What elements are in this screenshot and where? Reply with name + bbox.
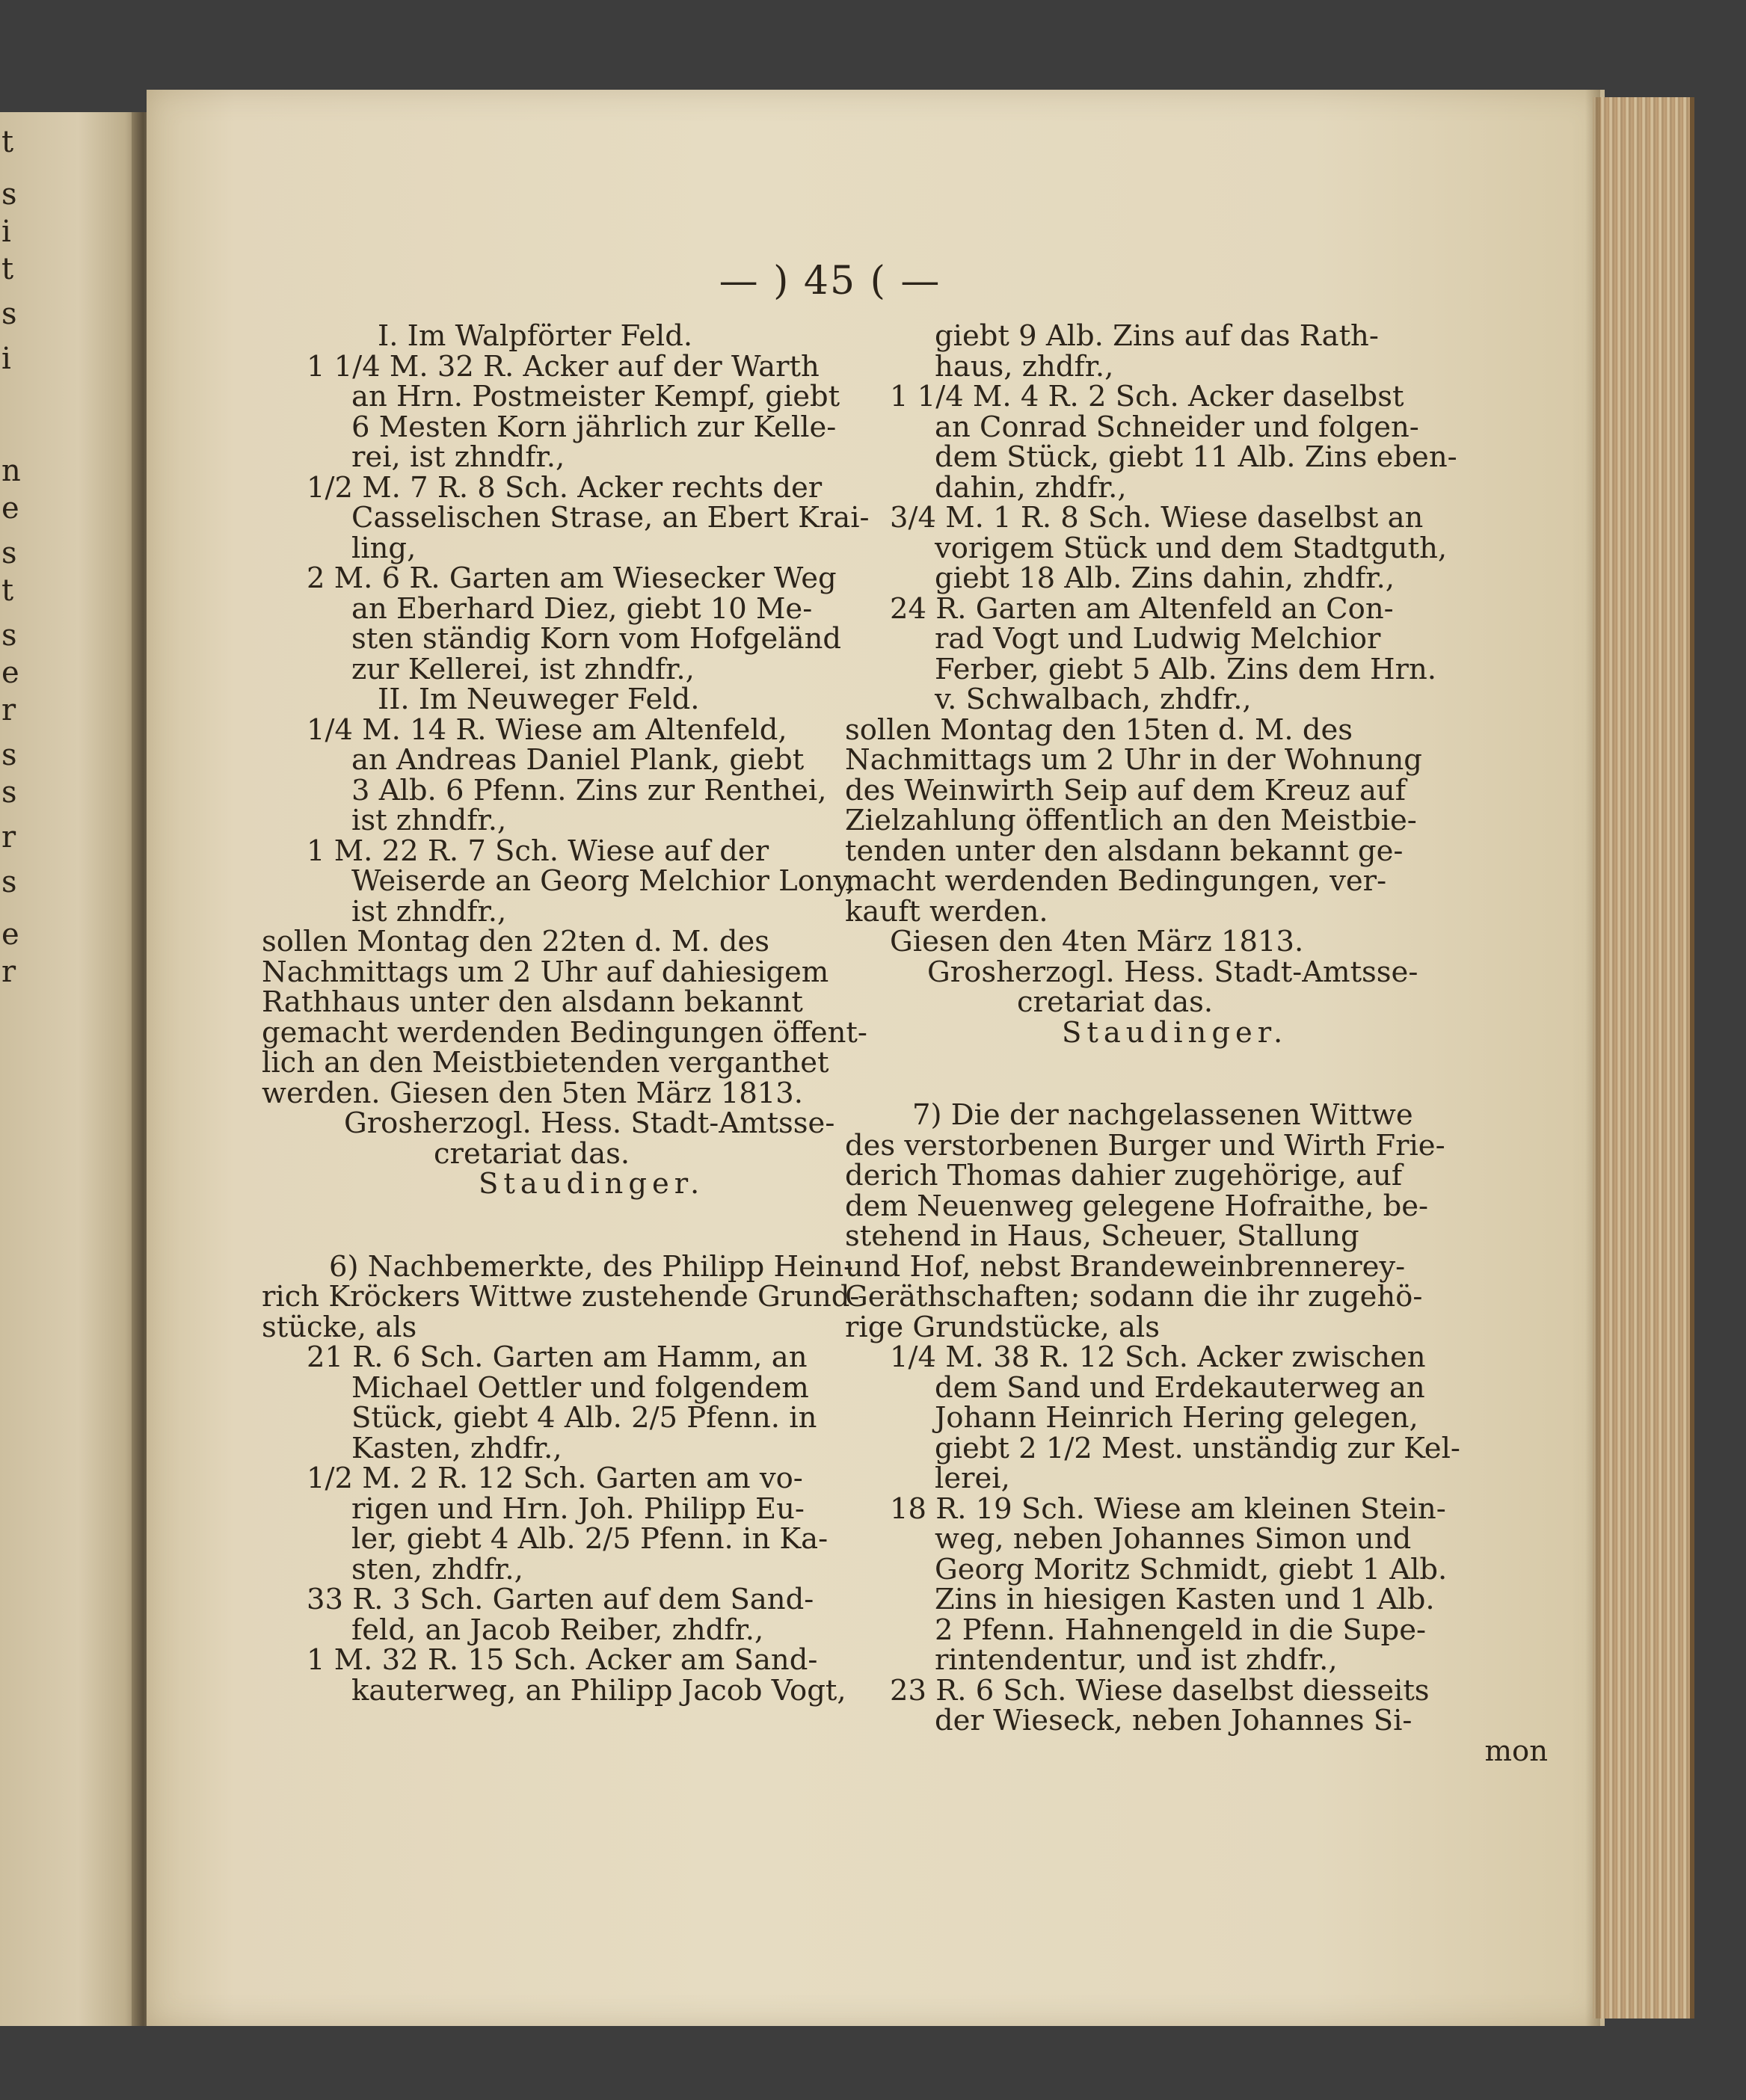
- text-line: v. Schwalbach, zhdfr.,: [935, 683, 1252, 716]
- margin-fragment: s: [1, 177, 17, 212]
- text-line: Michael Oettler und folgendem: [351, 1370, 809, 1405]
- left-text-column: [262, 319, 870, 1708]
- text-line: tenden unter den alsdann bekannt ge-: [845, 834, 1404, 868]
- text-line: sten, zhdfr.,: [351, 1552, 523, 1586]
- left-page-edge: [0, 112, 142, 2026]
- text-line: des verstorbenen Burger und Wirth Frie-: [845, 1128, 1445, 1163]
- text-line: Zielzahlung öffentlich an den Meistbie-: [845, 804, 1417, 837]
- text-line: vorigem Stück und dem Stadtguth,: [935, 531, 1448, 565]
- text-line: 2 Pfenn. Hahnengeld in die Supe-: [935, 1613, 1427, 1647]
- text-line: ler, giebt 4 Alb. 2/5 Pfenn. in Ka-: [351, 1522, 829, 1556]
- text-line: dem Sand und Erdekauterweg an: [935, 1370, 1425, 1405]
- text-line: an Hrn. Postmeister Kempf, giebt: [351, 380, 840, 413]
- text-line: macht werdenden Bedingungen, ver-: [845, 864, 1387, 898]
- margin-fragment: s: [1, 297, 17, 331]
- page-number: — ) 45 ( —: [719, 259, 941, 304]
- text-line: rei, ist zhndfr.,: [351, 440, 565, 474]
- text-line: Grosherzogl. Hess. Stadt-Amtsse-: [927, 955, 1418, 989]
- text-line: giebt 18 Alb. Zins dahin, zhdfr.,: [935, 561, 1395, 595]
- text-line: Grosherzogl. Hess. Stadt-Amtsse-: [344, 1106, 835, 1140]
- text-line: Stück, giebt 4 Alb. 2/5 Pfenn. in: [351, 1401, 817, 1435]
- text-line: derich Thomas dahier zugehörige, auf: [845, 1159, 1403, 1192]
- text-line: 23 R. 6 Sch. Wiese daselbst diesseits: [890, 1673, 1430, 1708]
- text-line: 1/4 M. 38 R. 12 Sch. Acker zwischen: [890, 1340, 1426, 1374]
- text-line: cretariat das.: [434, 1136, 630, 1171]
- text-line: sollen Montag den 22ten d. M. des: [262, 925, 770, 958]
- text-line: an Eberhard Diez, giebt 10 Me-: [351, 591, 813, 626]
- text-line: 24 R. Garten am Altenfeld an Con-: [890, 591, 1394, 626]
- text-line: rigen und Hrn. Joh. Philipp Eu-: [351, 1491, 805, 1526]
- margin-fragment: s: [1, 775, 17, 810]
- margin-fragment: t: [1, 125, 14, 159]
- text-line: 3/4 M. 1 R. 8 Sch. Wiese daselbst an: [890, 501, 1424, 535]
- text-line: rad Vogt und Ludwig Melchior: [935, 622, 1381, 656]
- text-line: giebt 2 1/2 Mest. unständig zur Kel-: [935, 1431, 1460, 1465]
- text-line: 21 R. 6 Sch. Garten am Hamm, an: [307, 1340, 808, 1374]
- text-line: Casselischen Strase, an Ebert Krai-: [351, 501, 870, 535]
- margin-fragment: n: [1, 454, 21, 488]
- text-line: sollen Montag den 15ten d. M. des: [845, 712, 1353, 747]
- text-line: werden. Giesen den 5ten März 1813.: [262, 1076, 804, 1110]
- text-line: [262, 1200, 837, 1252]
- margin-fragment: t: [1, 573, 14, 608]
- text-line: 1 M. 32 R. 15 Sch. Acker am Sand-: [307, 1643, 818, 1677]
- text-line: haus, zhdfr.,: [935, 349, 1114, 384]
- text-line: Weiserde an Georg Melchior Lony,: [351, 864, 855, 898]
- margin-fragment: i: [1, 342, 11, 376]
- text-line: 2 M. 6 R. Garten am Wiesecker Weg: [307, 561, 837, 595]
- margin-fragment: r: [1, 955, 16, 989]
- text-line: kauft werden.: [845, 894, 1048, 929]
- text-line: Nachmittags um 2 Uhr in der Wohnung: [845, 743, 1422, 777]
- text-line: Staudinger.: [1062, 1015, 1288, 1050]
- text-line: Nachmittags um 2 Uhr auf dahiesigem: [262, 955, 829, 989]
- text-line: 18 R. 19 Sch. Wiese am kleinen Stein-: [890, 1491, 1446, 1526]
- margin-fragment: r: [1, 820, 16, 855]
- margin-fragment: i: [1, 215, 11, 249]
- text-line: Zins in hiesigen Kasten und 1 Alb.: [935, 1583, 1435, 1616]
- text-line: Giesen den 4ten März 1813.: [890, 925, 1304, 958]
- text-line: 1 M. 22 R. 7 Sch. Wiese auf der: [307, 834, 769, 868]
- text-line: lich an den Meistbietenden verganthet: [262, 1046, 829, 1080]
- text-line: ist zhndfr.,: [351, 804, 507, 837]
- margin-fragment: e: [1, 917, 19, 952]
- text-line: ist zhndfr.,: [351, 894, 507, 929]
- margin-fragment: s: [1, 618, 17, 653]
- text-line: an Conrad Schneider und folgen-: [935, 410, 1419, 444]
- text-line: rige Grundstücke, als: [845, 1310, 1160, 1344]
- margin-fragment: s: [1, 865, 17, 899]
- text-line: 1/2 M. 2 R. 12 Sch. Garten am vo-: [307, 1462, 803, 1495]
- text-line: stehend in Haus, Scheuer, Stallung: [845, 1219, 1359, 1253]
- text-line: Georg Moritz Schmidt, giebt 1 Alb.: [935, 1552, 1448, 1586]
- text-line: weg, neben Johannes Simon und: [935, 1522, 1412, 1556]
- text-line: I. Im Walpförter Feld.: [378, 319, 693, 353]
- text-line: an Andreas Daniel Plank, giebt: [351, 743, 805, 777]
- text-line: dem Neuenweg gelegene Hofraithe, be-: [845, 1189, 1429, 1223]
- text-line: Geräthschaften; sodann die ihr zugehö-: [845, 1280, 1423, 1314]
- text-line: 1/4 M. 14 R. Wiese am Altenfeld,: [307, 712, 787, 747]
- text-line: 33 R. 3 Sch. Garten auf dem Sand-: [307, 1583, 814, 1616]
- text-line: rich Kröckers Wittwe zustehende Grund-: [262, 1280, 860, 1314]
- text-line: der Wieseck, neben Johannes Si-: [935, 1704, 1413, 1737]
- text-line: des Weinwirth Seip auf dem Kreuz auf: [845, 773, 1406, 807]
- margin-fragment: s: [1, 536, 17, 570]
- text-line: 1 1/4 M. 4 R. 2 Sch. Acker daselbst: [890, 380, 1404, 413]
- text-line: [845, 1048, 1593, 1100]
- text-line: 6) Nachbemerkte, des Philipp Hein-: [329, 1249, 854, 1284]
- text-line: 1 1/4 M. 32 R. Acker auf der Warth: [307, 349, 820, 384]
- text-line: und Hof, nebst Brandeweinbrennerey-: [845, 1249, 1406, 1284]
- text-line: Ferber, giebt 5 Alb. Zins dem Hrn.: [935, 652, 1436, 686]
- margin-fragment: s: [1, 738, 17, 772]
- text-line: feld, an Jacob Reiber, zhdfr.,: [351, 1613, 764, 1647]
- text-line: Kasten, zhdfr.,: [351, 1431, 562, 1465]
- margin-fragment: e: [1, 656, 19, 690]
- margin-fragment: t: [1, 252, 14, 286]
- text-line: zur Kellerei, ist zhndfr.,: [351, 652, 695, 686]
- text-line: dem Stück, giebt 11 Alb. Zins eben-: [935, 440, 1457, 474]
- text-line: mon: [1484, 1734, 1548, 1768]
- text-line: Rathhaus unter den alsdann bekannt: [262, 985, 803, 1019]
- text-line: 3 Alb. 6 Pfenn. Zins zur Renthei,: [351, 773, 827, 807]
- margin-fragment: e: [1, 491, 19, 526]
- page-block-edges: [1593, 97, 1694, 2019]
- text-line: stücke, als: [262, 1310, 417, 1344]
- text-line: 6 Mesten Korn jährlich zur Kelle-: [351, 410, 837, 444]
- text-line: II. Im Neuweger Feld.: [378, 683, 700, 716]
- text-line: lerei,: [935, 1462, 1010, 1495]
- text-line: giebt 9 Alb. Zins auf das Rath-: [935, 319, 1379, 353]
- text-line: cretariat das.: [1017, 985, 1214, 1019]
- margin-fragment: r: [1, 693, 16, 727]
- right-text-column: [845, 321, 1593, 1767]
- text-line: dahin, zhdfr.,: [935, 470, 1127, 505]
- text-line: 7) Die der nachgelassenen Wittwe: [912, 1098, 1413, 1132]
- text-line: kauterweg, an Philipp Jacob Vogt,: [351, 1673, 846, 1708]
- text-line: sten ständig Korn vom Hofgeländ: [351, 622, 842, 656]
- text-line: rintendentur, und ist zhdfr.,: [935, 1643, 1338, 1677]
- text-line: Staudinger.: [479, 1167, 705, 1201]
- text-line: ling,: [351, 531, 416, 565]
- text-line: gemacht werdenden Bedingungen öffent-: [262, 1015, 867, 1050]
- text-line: 1/2 M. 7 R. 8 Sch. Acker rechts der: [307, 470, 823, 505]
- text-line: Johann Heinrich Hering gelegen,: [935, 1401, 1418, 1435]
